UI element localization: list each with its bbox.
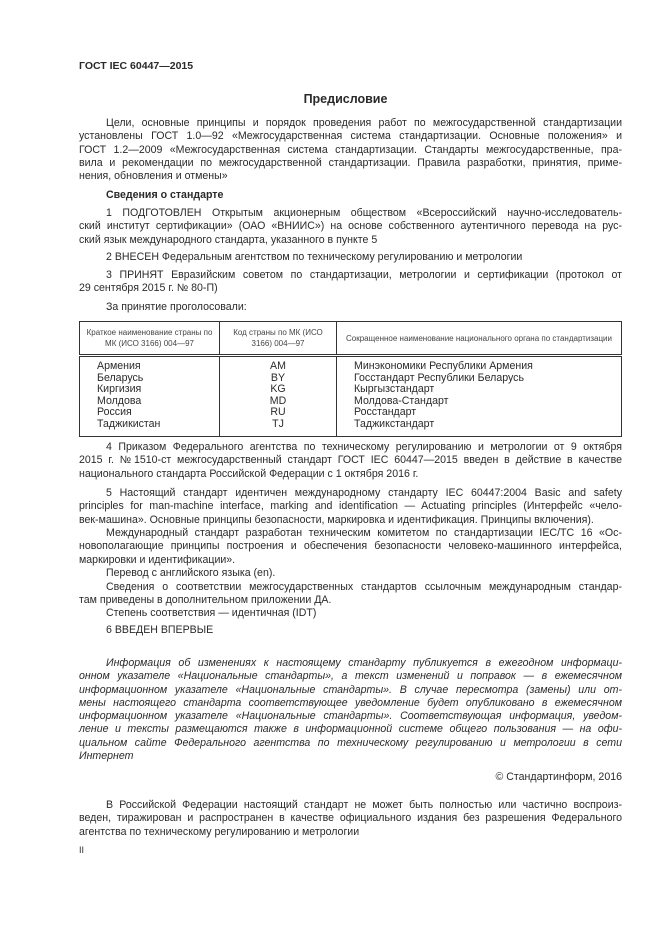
document-id-header: ГОСТ IEC 60447—2015 — [79, 60, 194, 72]
item-5-committee-paragraph — [79, 527, 622, 567]
cell-standards-body: Росстандарт — [337, 407, 622, 419]
voted-label — [79, 301, 622, 314]
table-row — [80, 396, 622, 408]
cell-standards-body: Госстандарт Республики Беларусь — [337, 373, 622, 385]
cell-country: Беларусь — [80, 373, 220, 385]
intro-paragraph — [79, 117, 622, 183]
copyright: © Стандартинформ, 2016 — [495, 771, 622, 783]
item-3-paragraph — [79, 269, 622, 296]
section-heading: Сведения о стандарте — [106, 189, 224, 201]
text-line: 2015 г. №1510-ст межгосударственный стандарт ГОСТ IEC 60447—2015 введен в действие в качестве — [79, 454, 622, 467]
voting-countries-table — [79, 321, 622, 437]
text-line: Информация об изменениях к настоящему стандарту публикуется в ежегодном информаци- — [106, 657, 622, 669]
text-line: Международный стандарт разработан техническим комитетом по стандартизации IEC/TC 16 «Ос- — [106, 527, 622, 539]
text-line: 4 Приказом Федерального агентства по техническому регулированию и метрологии от 9 октября — [106, 441, 622, 453]
text-line: ский институт сертификации» (ОАО «ВНИИС») на основе собственного аутентичного перевода на рус- — [79, 220, 622, 233]
table-row — [80, 419, 622, 436]
text-line: Сведения о соответствии межгосударственных стандартов ссылочным международным стандар- — [106, 581, 622, 593]
item-5-translation — [79, 567, 622, 580]
text-line: век-машина». Основные принципы безопасности, маркировка и идентификация. Принципы включения). — [79, 513, 594, 526]
table-row — [80, 407, 622, 419]
cell-code: BY — [220, 373, 337, 385]
text-line: 5 Настоящий стандарт идентичен международному стандарту IEC 60447:2004 Basic and safety — [106, 487, 622, 499]
text-line: В Российской Федерации настоящий стандарт не может быть полностью или частично воспроиз- — [106, 799, 622, 811]
text-line: онном указателе «Национальные стандарты», а текст изменений и поправок — в ежемесячном — [79, 670, 622, 683]
cell-code: AM — [220, 356, 337, 373]
cell-country: Россия — [80, 407, 220, 419]
text-line: маркировки и идентификации». — [79, 553, 236, 566]
column-header-standards-body: Сокращенное наименование национального органа по стандартизации — [337, 322, 622, 356]
item-5-paragraph — [79, 487, 622, 527]
cell-code: RU — [220, 407, 337, 419]
text-line: информационном указателе «Национальные стандарты». Соответствующая информация, уведом- — [79, 710, 622, 723]
column-header-code: Код страны по МК (ИСО 3166) 004—97 — [220, 322, 337, 356]
table-row — [80, 356, 622, 373]
text-line: 2 ВНЕСЕН Федеральным агентством по техническому регулированию и метрологии — [106, 251, 523, 263]
rights-paragraph — [79, 799, 622, 839]
text-line: вила и рекомендации по межгосударственной стандартизации. Правила разработки, принятия, приме- — [79, 156, 622, 169]
text-line: национального стандарта Российской Федерации с 1 октября 2016 г. — [79, 467, 419, 480]
text-line: 1 ПОДГОТОВЛЕН Открытым акционерным обществом «Всероссийский научно-исследователь- — [106, 207, 622, 219]
column-header-country: Краткое наименование страны по МК (ИСО 3166) 004—97 — [80, 322, 220, 356]
item-2-paragraph — [79, 251, 622, 264]
cell-country: Молдова — [80, 396, 220, 408]
text-line: там приведены в дополнительном приложении ДА. — [79, 594, 332, 607]
text-line: нения, обновления и отмены» — [79, 170, 228, 183]
cell-standards-body: Таджикстандарт — [337, 419, 622, 436]
text-line: мены настоящего стандарта соответствующее уведомление будет опубликовано в ежемесячном — [79, 696, 622, 709]
cell-standards-body: Молдова-Стандарт — [337, 396, 622, 408]
text-line: веден, тиражирован и распространен в качестве официального издания без разрешения Федерального — [79, 812, 622, 825]
text-line: информационном указателе «Национальные стандарты». В случае пересмотра (замены) или от- — [79, 683, 622, 696]
cell-standards-body: Минэкономики Республики Армения — [337, 356, 622, 373]
cell-code: KG — [220, 384, 337, 396]
text-line: ление и тексты размещаются также в информационной системе общего пользования — на офи- — [79, 723, 622, 736]
cell-code: MD — [220, 396, 337, 408]
text-line: ГОСТ 1.2—2009 «Межгосударственная система стандартизации. Стандарты межгосударственные, пра- — [79, 143, 622, 156]
item-1-paragraph — [79, 207, 622, 247]
text-line: Цели, основные принципы и порядок проведения работ по межгосударственной стандартизации — [106, 117, 622, 129]
text-line: Перевод с английского языка (en). — [106, 567, 276, 579]
table-row — [80, 373, 622, 385]
text-line: установлены ГОСТ 1.0—92 «Межгосударственная система стандартизации. Основные положения» и — [79, 130, 622, 143]
text-line: ский язык международного стандарта, указанного в пункте 5 — [79, 233, 378, 246]
page-title: Предисловие — [303, 92, 388, 106]
text-line: principles for man-machine interface, marking and identification — Actuating principles (Интерфейс «чело- — [79, 500, 622, 513]
text-line: 3 ПРИНЯТ Евразийским советом по стандартизации, метрологии и сертификации (протокол от — [106, 269, 622, 281]
item-5-references — [79, 581, 622, 608]
cell-country: Киргизия — [80, 384, 220, 396]
item-4-paragraph — [79, 441, 622, 481]
item-6-paragraph — [79, 624, 622, 637]
page-number: II — [79, 845, 85, 855]
text-line: агентства по техническому регулированию и метрологии — [79, 825, 360, 838]
text-line: новополагающие принципы построения и обеспечения безопасности человеко-машинного интерфейса, — [79, 540, 622, 553]
amendments-notice — [79, 657, 622, 763]
text-line: Степень соответствия — идентичная (IDT) — [106, 607, 317, 619]
cell-country: Армения — [80, 356, 220, 373]
cell-standards-body: Кыргызстандарт — [337, 384, 622, 396]
text-line: циальном сайте Федерального агентства по техническому регулированию и метрологии в сети — [79, 736, 622, 749]
item-5-degree — [79, 607, 622, 620]
text-line: 6 ВВЕДЕН ВПЕРВЫЕ — [106, 624, 214, 636]
cell-country: Таджикистан — [80, 419, 220, 436]
table-row — [80, 384, 622, 396]
text-line: 29 сентября 2015 г. № 80-П) — [79, 282, 218, 295]
text-line: Интернет — [79, 750, 134, 763]
text-line: За принятие проголосовали: — [106, 301, 247, 313]
cell-code: TJ — [220, 419, 337, 436]
